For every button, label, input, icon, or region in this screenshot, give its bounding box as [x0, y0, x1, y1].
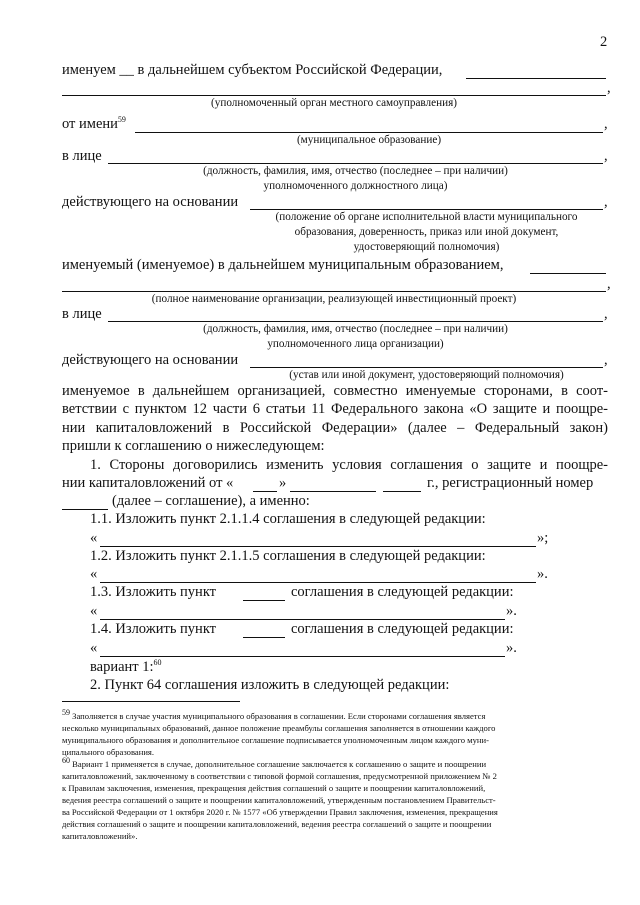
blank-clause-1-3: [243, 600, 285, 601]
blank-organization: [62, 291, 606, 292]
blank-month: [290, 491, 376, 492]
sub-1-4b: соглашения в следующей редакции:: [291, 621, 514, 637]
footnote-60: $^{60}$ Вариант 1 применяется в случае, дополнительное соглашение заключается к соглашению о защите и поощрении: [62, 756, 487, 769]
on-behalf-label: от имени$^{59}$: [62, 115, 126, 132]
acting-basis-label-2: действующего на основании: [62, 352, 239, 368]
footnote-ref-59[interactable]: 59: [117, 115, 126, 125]
caption-municipality: (муниципальное образование): [296, 134, 442, 146]
sub-1-3b: соглашения в следующей редакции:: [291, 584, 514, 600]
named-municipal: именуемый (именуемое) в дальнейшем муниципальным образованием,: [62, 257, 504, 273]
blank-reg-number: [62, 509, 108, 510]
blank-basis-2: [250, 367, 603, 368]
comma: ,: [607, 80, 611, 96]
footnote-59: $^{59}$ Заполняется в случае участия муниципального образования в соглашении. Если сторонами соглашения является: [62, 708, 486, 721]
blank-sub-1-1: [100, 546, 536, 547]
caption-org-person-line-2: уполномоченного лица организации): [267, 338, 444, 350]
caption-basis-1-line-3: удостоверяющий полномочия): [353, 241, 500, 253]
blank-official: [108, 163, 603, 164]
page-number: 2: [600, 34, 608, 50]
clause-2: 2. Пункт 64 соглашения изложить в следующей редакции:: [90, 677, 450, 693]
sub-1-1: 1.1. Изложить пункт 2.1.1.4 соглашения в следующей редакции:: [90, 511, 486, 527]
paragraph-line-3: нии капиталовложений в Российской Федерации» (далее – Федеральный закон): [62, 420, 608, 436]
clause-1-line-3: (далее – соглашение), а именно:: [112, 493, 310, 509]
caption-organization: (полное наименование организации, реализующей инвестиционный проект): [151, 293, 517, 305]
blank-sub-1-2: [100, 582, 536, 583]
caption-basis-2: (устав или иной документ, удостоверяющий полномочия): [289, 369, 564, 381]
sub-1-2: 1.2. Изложить пункт 2.1.1.5 соглашения в следующей редакции:: [90, 548, 486, 564]
blank-subject: [466, 78, 606, 79]
clause-1-line-2c: г., регистрационный номер: [427, 475, 594, 491]
caption-basis-1-line-1: (положение об органе исполнительной власти муниципального: [275, 211, 578, 223]
sub-1-4a: 1.4. Изложить пункт: [90, 621, 217, 637]
blank-clause-1-4: [243, 637, 285, 638]
footnote-separator: [62, 701, 240, 702]
blank-year: [383, 491, 421, 492]
variant-label: вариант 1:$^{60}$: [90, 658, 162, 675]
paragraph-line-1: именуемое в дальнейшем организацией, совместно именуемые сторонами, в соот-: [62, 383, 608, 399]
acting-basis-label-1: действующего на основании: [62, 194, 239, 210]
preamble-line-1: именуем __ в дальнейшем субъектом Российской Федерации,: [62, 62, 443, 78]
caption-basis-1-line-2: образования, доверенность, приказ или иной документ,: [294, 226, 559, 238]
paragraph-line-2: ветствии с пунктом 12 части 6 статьи 11 Федерального закона «О защите и поощре-: [62, 401, 608, 417]
footnote-ref-60[interactable]: 60: [153, 658, 162, 668]
paragraph-line-4: пришли к соглашению о нижеследующем:: [62, 438, 325, 454]
caption-authorized-body: (уполномоченный орган местного самоуправления): [211, 97, 457, 109]
in-person-label-2: в лице: [62, 306, 102, 322]
caption-official-line-2: уполномоченного должностного лица): [263, 180, 448, 192]
blank-municipality: [135, 132, 603, 133]
caption-org-person-line-1: (должность, фамилия, имя, отчество (последнее – при наличии): [203, 323, 508, 335]
blank-authorized-body: [62, 95, 606, 96]
blank-day: [253, 491, 277, 492]
blank-municipal: [530, 273, 606, 274]
in-person-label-1: в лице: [62, 148, 102, 164]
blank-sub-1-3: [100, 619, 505, 620]
clause-1-line-2a: нии капиталовложений от «: [62, 475, 234, 491]
caption-official-line-1: (должность, фамилия, имя, отчество (последнее – при наличии): [203, 165, 508, 177]
clause-1-line-1: 1. Стороны договорились изменить условия соглашения о защите и поощре-: [90, 457, 608, 473]
blank-basis-1: [250, 209, 603, 210]
blank-org-person: [108, 321, 603, 322]
sub-1-3a: 1.3. Изложить пункт: [90, 584, 217, 600]
blank-sub-1-4: [100, 656, 505, 657]
